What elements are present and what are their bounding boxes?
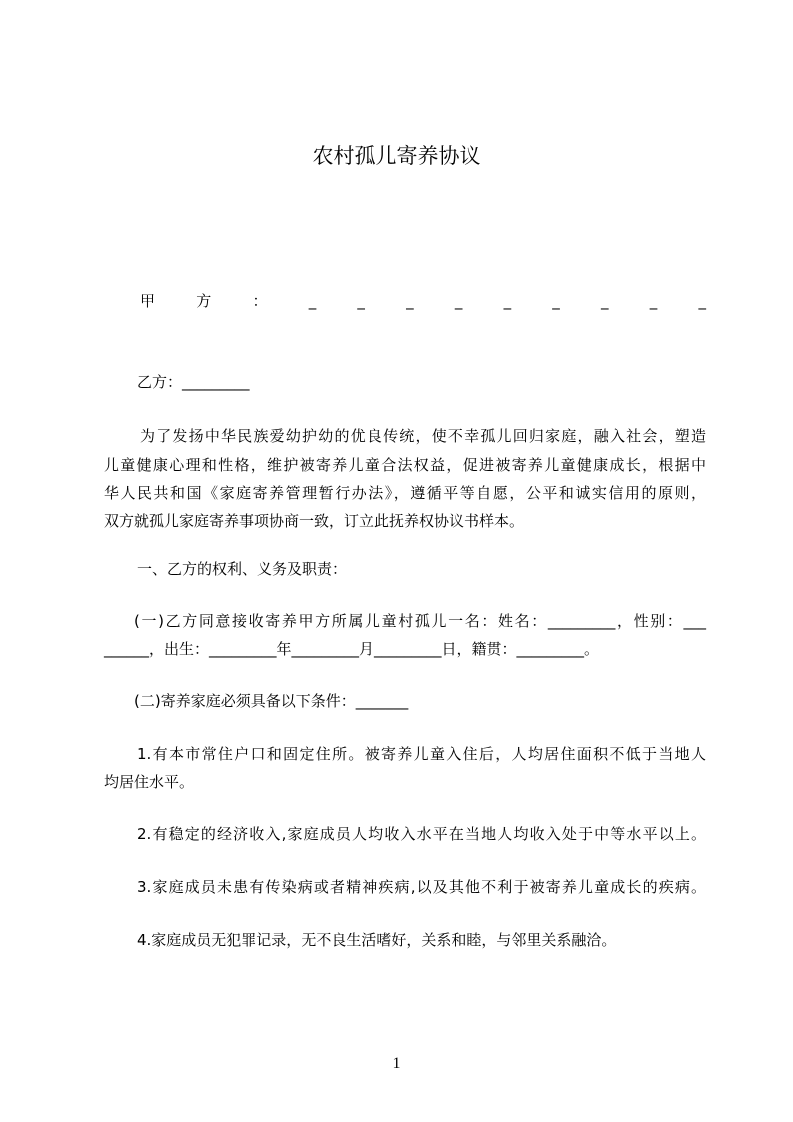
- party-a-blank: _: [649, 292, 658, 310]
- party-a-colon: ：: [252, 292, 268, 310]
- page-number: 1: [392, 1055, 401, 1072]
- condition-4-line: 4.家庭成员无犯罪记录，无不良生活嗜好，关系和睦，与邻里关系融洽。: [137, 931, 617, 949]
- document-title: 农村孤儿寄养协议: [312, 144, 481, 168]
- party-a-blank: _: [698, 292, 706, 310]
- condition-1-line: 1.有本市常住户口和固定住所。被寄养儿童入住后，人均居住面积不低于当地人: [137, 745, 706, 763]
- party-a-line: [140, 291, 706, 311]
- party-a-blank: _: [357, 292, 365, 310]
- section-heading: 一、乙方的权利、义务及职责：: [137, 560, 348, 578]
- clause-2-line: (二)寄养家庭必须具备以下条件：_______: [134, 692, 409, 710]
- party-a-char: 甲: [140, 292, 156, 310]
- condition-3-line: 3.家庭成员未患有传染病或者精神疾病,以及其他不利于被寄养儿童成长的疾病。: [137, 878, 706, 896]
- intro-line: 华人民共和国《家庭寄养管理暂行办法》，遵循平等自愿，公平和诚实信用的原则，: [104, 484, 706, 502]
- party-a-blank: _: [454, 292, 463, 310]
- party-a-blank: _: [601, 292, 609, 310]
- party-a-blank: _: [308, 292, 317, 310]
- condition-1-line: 均居住水平。: [104, 773, 195, 791]
- condition-2-line: 2.有稳定的经济收入,家庭成员人均收入水平在当地人均收入处于中等水平以上。: [137, 825, 706, 843]
- party-a-blank: _: [503, 292, 512, 310]
- party-b-line: 乙方：_________: [137, 373, 250, 391]
- clause-1-line: (一)乙方同意接收寄养甲方所属儿童村孤儿一名：姓名：_________，性别：___: [134, 612, 706, 630]
- clause-1-line: ______，出生：_________年_________月_________日，籍贯：_________。: [104, 640, 600, 658]
- party-a-char: 方: [196, 292, 212, 310]
- party-a-blank: _: [552, 292, 560, 310]
- party-a-blank: _: [406, 292, 414, 310]
- intro-line: 为了发扬中华民族爱幼护幼的优良传统，使不幸孤儿回归家庭，融入社会，塑造: [140, 427, 706, 445]
- intro-line: 双方就孤儿家庭寄养事项协商一致，订立此抚养权协议书样本。: [104, 512, 525, 530]
- intro-line: 儿童健康心理和性格，维护被寄养儿童合法权益，促进被寄养儿童健康成长，根据中: [104, 456, 706, 474]
